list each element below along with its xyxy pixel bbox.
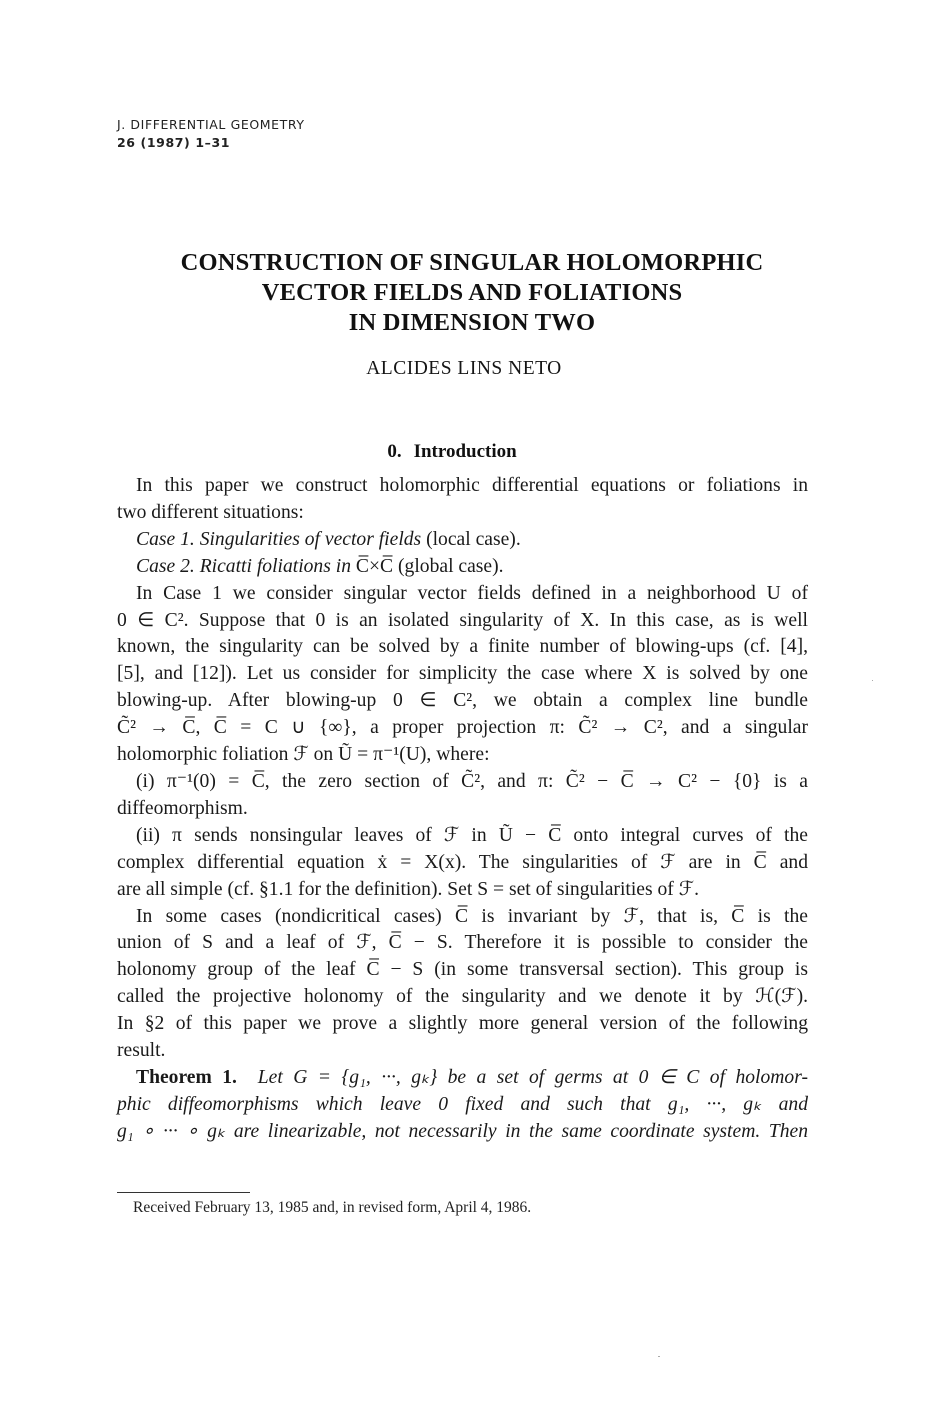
- text-line: (i) π⁻¹(0) = C̅, the zero section of C̃², and π: C̃² − C̅ → C² − {0} is a: [136, 770, 808, 792]
- theorem-text: Let G = {g₁, ···, gₖ} be a set of germs at 0 ∈ C of holomor-: [257, 1066, 808, 1088]
- text-line: In this paper we construct holomorphic differential equations or foliations in: [136, 475, 808, 496]
- case-1-rest: (local case).: [426, 528, 521, 550]
- text-line: complex differential equation ẋ = X(x). The singularities of ℱ are in C̅ and: [117, 851, 808, 873]
- journal-name: J. DIFFERENTIAL GEOMETRY: [117, 117, 305, 132]
- text-line: 0 ∈ C². Suppose that 0 is an isolated singularity of X. In this case, as is well: [117, 609, 808, 631]
- paper-title: [0, 248, 944, 338]
- text-line: (ii) π sends nonsingular leaves of ℱ in Ũ − C̅ onto integral curves of the: [136, 824, 808, 846]
- case-2-label: Case 2.: [136, 555, 195, 577]
- text-line: holonomy group of the leaf C̅ − S (in some transversal section). This group is: [117, 959, 808, 981]
- section-title: Introduction: [413, 441, 517, 462]
- paragraph-item-i: [117, 769, 808, 823]
- journal-header: [117, 116, 305, 152]
- author-name: ALCIDES LINS NETO: [366, 358, 562, 379]
- text-line: union of S and a leaf of ℱ, C̅ − S. Therefore it is possible to consider the: [117, 932, 808, 954]
- text-line: C̃² → C̅, C̅ = C ∪ {∞}, a proper projection π: C̃² → C², and a singular: [117, 717, 808, 739]
- theorem-1: [117, 1065, 808, 1146]
- text-line: In Case 1 we consider singular vector fields defined in a neighborhood U of: [136, 582, 808, 604]
- text-line: g₁ ∘ ··· ∘ gₖ are linearizable, not necessarily in the same coordinate system. Then: [117, 1120, 808, 1142]
- case-1-label: Case 1.: [136, 528, 195, 550]
- paragraph-case-1: [117, 527, 808, 554]
- title-line-1: CONSTRUCTION OF SINGULAR HOLOMORPHIC: [180, 249, 764, 276]
- text-line: diffeomorphism.: [117, 797, 248, 819]
- case-2-title: Ricatti foliations in: [199, 555, 351, 577]
- text-line: In §2 of this paper we prove a slightly more general version of the following: [117, 1013, 808, 1035]
- footnote: Received February 13, 1985 and, in revised form, April 4, 1986.: [133, 1199, 532, 1216]
- case-2-rest: (global case).: [398, 555, 504, 577]
- text-line: phic diffeomorphisms which leave 0 fixed and such that g₁, ···, gₖ and: [117, 1093, 808, 1115]
- paragraph-case-2: [117, 554, 808, 581]
- paragraph-holonomy: [117, 904, 808, 1065]
- case-1-title: Singularities of vector fields: [199, 528, 422, 550]
- body-text: [117, 473, 808, 1146]
- scan-speck: [872, 680, 873, 681]
- case-2-math: C̅×C̅: [355, 555, 394, 577]
- scan-speck: [658, 1356, 660, 1357]
- text-line: [117, 527, 808, 554]
- text-line: [117, 1065, 808, 1092]
- journal-volume: 26 (1987) 1–31: [117, 135, 231, 150]
- text-line: called the projective holonomy of the singularity and we denote it by ℋ(ℱ).: [117, 986, 808, 1008]
- paragraph-case-1-discussion: [117, 581, 808, 769]
- text-line: [117, 554, 808, 581]
- text-line: blowing-up. After blowing-up 0 ∈ C², we obtain a complex line bundle: [117, 690, 808, 712]
- title-line-3: IN DIMENSION TWO: [348, 309, 596, 336]
- text-line: holomorphic foliation ℱ on Ũ = π⁻¹(U), where:: [117, 744, 490, 766]
- section-heading: [0, 441, 904, 463]
- text-line: two different situations:: [117, 501, 304, 523]
- text-line: known, the singularity can be solved by a finite number of blowing-ups (cf. [4],: [117, 636, 808, 658]
- footnote-rule: [117, 1192, 250, 1193]
- theorem-label: Theorem 1.: [136, 1066, 237, 1088]
- title-line-2: VECTOR FIELDS AND FOLIATIONS: [261, 279, 683, 306]
- text-line: [5], and [12]). Let us consider for simplicity the case where X is solved by one: [117, 663, 808, 685]
- paragraph-intro: [117, 473, 808, 527]
- paragraph-item-ii: [117, 823, 808, 904]
- text-line: result.: [117, 1040, 166, 1062]
- text-line: In some cases (nondicritical cases) C̅ is invariant by ℱ, that is, C̅ is the: [136, 905, 808, 927]
- text-line: are all simple (cf. §1.1 for the definition). Set S = set of singularities of ℱ.: [117, 878, 700, 900]
- section-number: 0.: [387, 441, 402, 462]
